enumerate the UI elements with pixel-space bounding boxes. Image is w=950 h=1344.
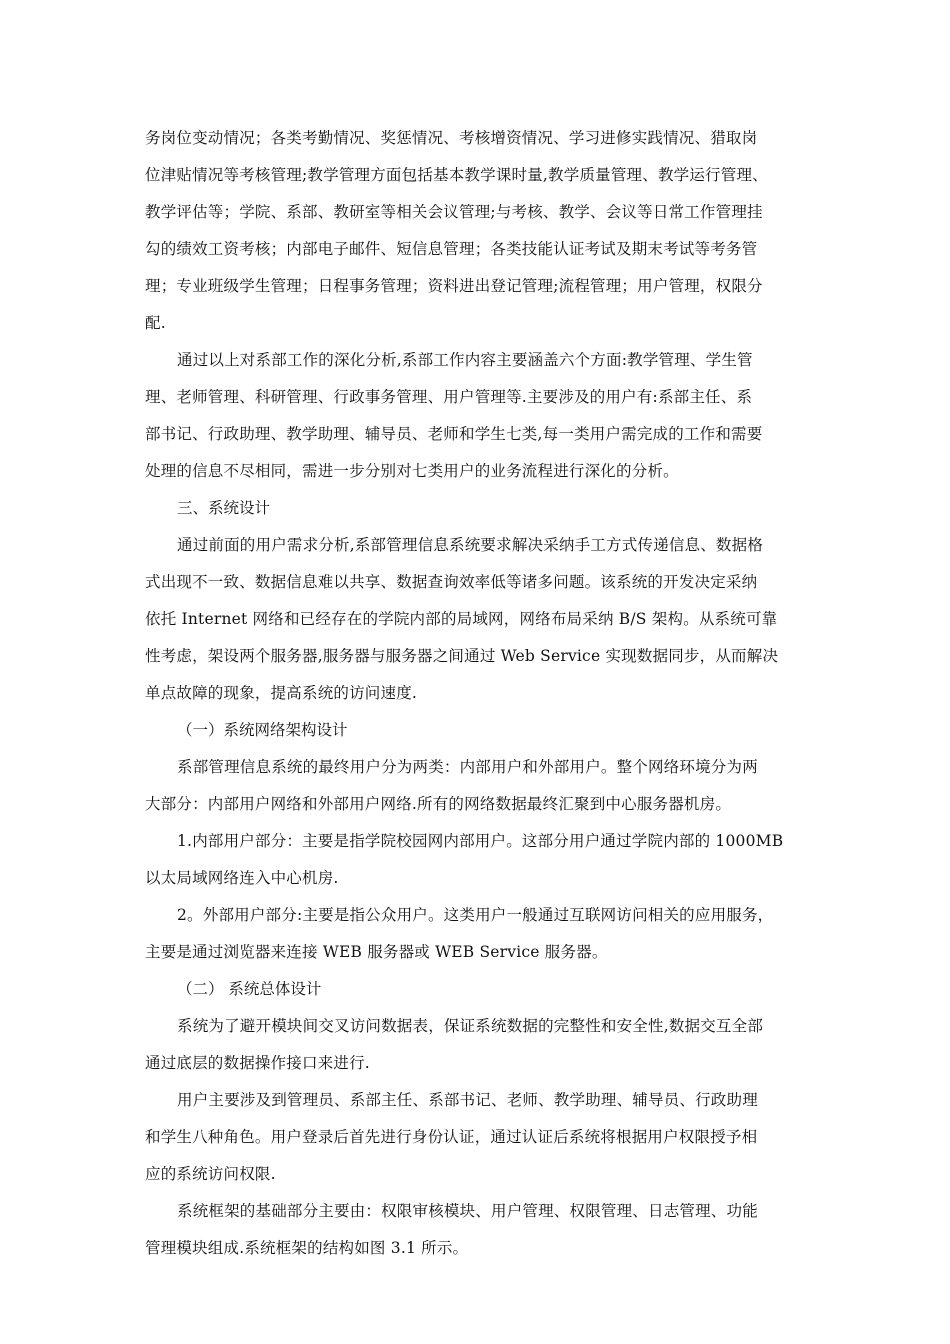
paragraph-framework	[145, 1193, 813, 1267]
paragraph-personnel-management	[145, 120, 813, 342]
paragraph-external-users	[145, 897, 813, 971]
text-line: 2。外部用户部分:主要是指公众用户。这类用户一般通过互联网访问相关的应用服务，	[177, 906, 774, 924]
paragraph-user-roles	[145, 1082, 813, 1193]
text-line: 管理模块组成.系统框架的结构如图 3.1 所示。	[145, 1239, 469, 1257]
text-line: 理；专业班级学生管理；日程事务管理；资料进出登记管理;流程管理；用户管理，权限分	[145, 277, 763, 295]
paragraph-end-users	[145, 749, 813, 823]
text-line: 处理的信息不尽相同，需进一步分别对七类用户的业务流程进行深化的分析。	[145, 462, 679, 480]
section-heading-system-design: 三、系统设计	[177, 499, 271, 517]
text-line: 大部分：内部用户网络和外部用户网络.所有的网络数据最终汇聚到中心服务器机房。	[145, 795, 732, 813]
text-line: 系统为了避开模块间交叉访问数据表，保证系统数据的完整性和安全性,数据交互全部	[177, 1017, 764, 1035]
text-line: 部书记、行政助理、教学助理、辅导员、老师和学生七类,每一类用户需完成的工作和需要	[145, 425, 763, 443]
text-line: 勾的绩效工资考核；内部电子邮件、短信息管理；各类技能认证考试及期末考试等考务管	[145, 240, 758, 258]
text-line: 式出现不一致、数据信息难以共享、数据查询效率低等诸多问题。该系统的开发决定采纳	[145, 573, 758, 591]
text-line: 配.	[145, 314, 166, 332]
text-line: 应的系统访问权限.	[145, 1165, 276, 1183]
subsection-heading-network-architecture: （一）系统网络架构设计	[177, 721, 348, 739]
text-line: 通过以上对系部工作的深化分析,系部工作内容主要涵盖六个方面:教学管理、学生管	[177, 351, 753, 369]
subsection-heading-overall-design: （二） 系统总体设计	[177, 980, 322, 998]
text-line: 通过前面的用户需求分析,系部管理信息系统要求解决采纳手工方式传递信息、数据格	[177, 536, 764, 554]
paragraph-data-access	[145, 1008, 813, 1082]
text-line: 务岗位变动情况；各类考勤情况、奖惩情况、考核增资情况、学习进修实践情况、猎取岗	[145, 129, 758, 147]
text-line: 系统框架的基础部分主要由：权限审核模块、用户管理、权限管理、日志管理、功能	[177, 1202, 758, 1220]
text-line: 单点故障的现象，提高系统的访问速度.	[145, 684, 418, 702]
text-line: 用户主要涉及到管理员、系部主任、系部书记、老师、教学助理、辅导员、行政助理	[177, 1091, 758, 1109]
text-line: 以太局域网络连入中心机房.	[145, 869, 339, 887]
paragraph-work-analysis	[145, 342, 813, 490]
text-line: 教学评估等；学院、系部、教研室等相关会议管理;与考核、教学、会议等日常工作管理挂	[145, 203, 763, 221]
paragraph-requirements	[145, 527, 813, 712]
text-line: 位津贴情况等考核管理;教学管理方面包括基本教学课时量,教学质量管理、教学运行管理、	[145, 166, 768, 184]
text-line: 通过底层的数据操作接口来进行.	[145, 1054, 370, 1072]
text-line: 1.内部用户部分：主要是指学院校园网内部用户。这部分用户通过学院内部的 1000MB	[177, 832, 784, 850]
text-line: 主要是通过浏览器来连接 WEB 服务器或 WEB Service 服务器。	[145, 943, 608, 961]
text-line: 理、老师管理、科研管理、行政事务管理、用户管理等.主要涉及的用户有:系部主任、系	[145, 388, 753, 406]
document-body	[145, 120, 813, 1267]
text-line: 依托 Internet 网络和已经存在的学院内部的局域网，网络布局采纳 B/S 架构。从系统可靠	[145, 610, 778, 628]
paragraph-internal-users	[145, 823, 813, 897]
text-line: 性考虑，架设两个服务器,服务器与服务器之间通过 Web Service 实现数据同步，从而解决	[145, 647, 779, 665]
text-line: 系部管理信息系统的最终用户分为两类：内部用户和外部用户。整个网络环境分为两	[177, 758, 758, 776]
text-line: 和学生八种角色。用户登录后首先进行身份认证，通过认证后系统将根据用户权限授予相	[145, 1128, 758, 1146]
